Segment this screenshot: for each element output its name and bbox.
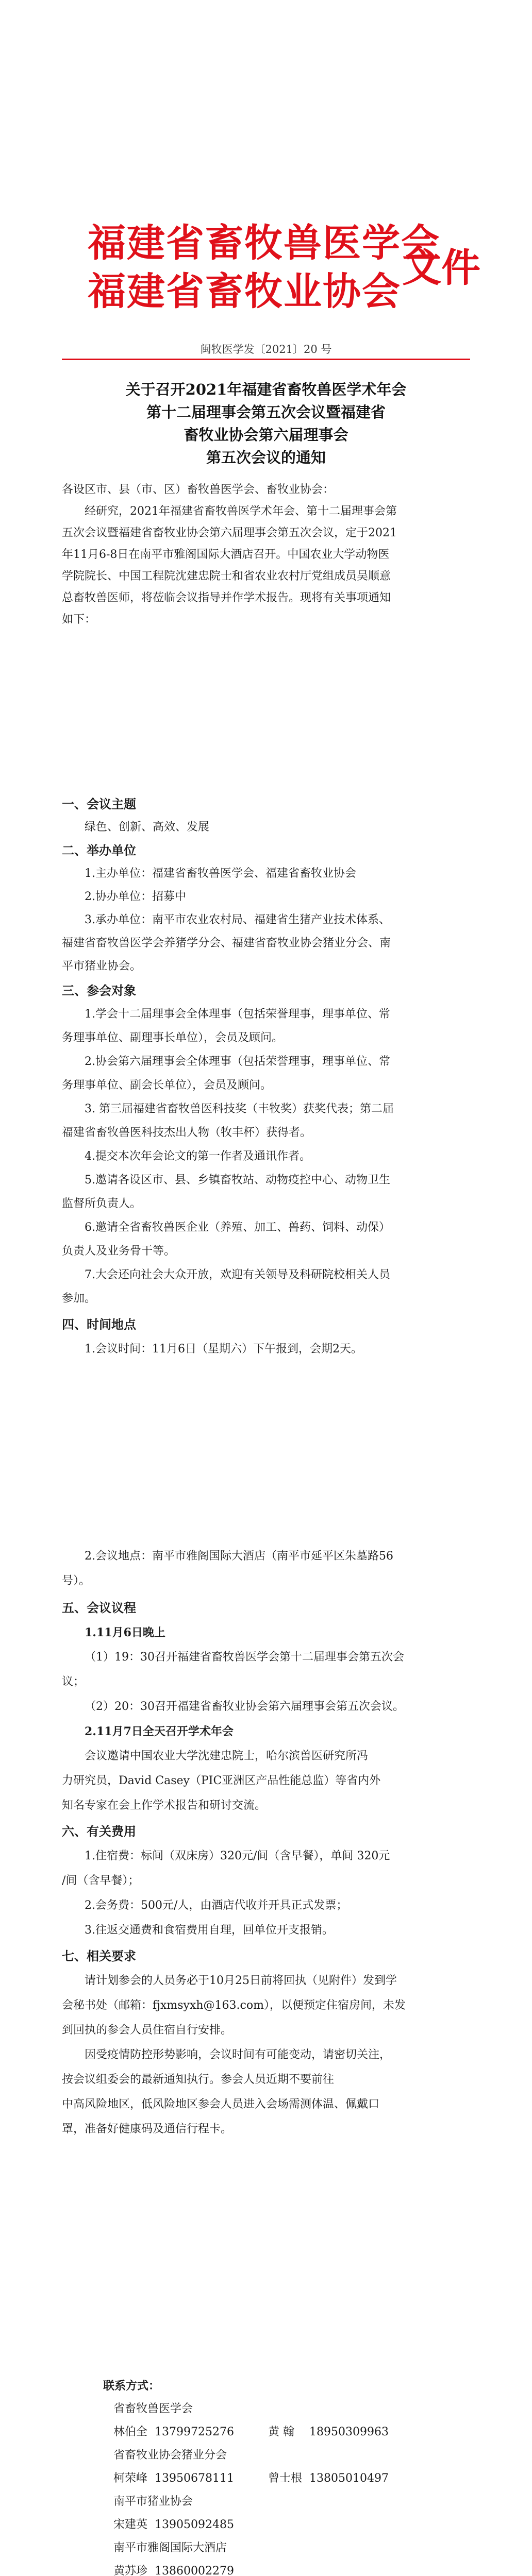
agenda-line: 会议邀请中国农业大学沈建忠院士，哈尔滨兽医研究所冯 [85,1750,369,1762]
intro-line: 学院院长、中国工程院沈建忠院士和省农业农村厅党组成员吴顺意 [62,570,391,583]
fee-line: 1.住宿费：标间（双床房）320元/间（含早餐），单间 320元 [85,1850,390,1862]
contact-phone: 13950678111 [155,2472,234,2485]
agenda-line: （2）20：30召开福建省畜牧业协会第六届理事会第五次会议。 [85,1700,404,1713]
section-heading-requirements: 七、相关要求 [62,1948,136,1963]
intro-line: 如下： [62,613,96,626]
contact-org: 省畜牧兽医学会 [113,2402,193,2415]
requirement-line: 罩，准备好健康码及通信行程卡。 [62,2123,232,2136]
doc-title-line-1: 关于召开2021年福建省畜牧兽医学术年会 [125,381,407,398]
attendee-line: 1.学会十二届理事会全体理事（包括荣誉理事，理事单位、常 [85,1008,390,1021]
requirement-line: 按会议组委会的最新通知执行。参会人员近期不要前往 [62,2073,335,2086]
contact-phone: 13805010497 [309,2472,389,2485]
agenda-line: 议； [62,1675,85,1688]
intro-line: 总畜牧兽医师，将莅临会议指导并作学术报告。现将有关事项通知 [62,591,391,604]
section-heading-fees: 六、有关费用 [62,1824,136,1839]
requirement-line: 中高风险地区，低风险地区参会人员进入会场需测体温、佩戴口 [62,2098,380,2111]
intro-line: 五次会议暨福建省畜牧业协会第六届理事会第五次会议，定于2021 [62,527,397,539]
header-org-1: 福建省畜牧兽医学会 [88,221,440,265]
header-org-2: 福建省畜牧业协会 [88,269,401,314]
salutation: 各设区市、县（市、区）畜牧兽医学会、畜牧业协会： [62,483,335,496]
attendee-line: 务理事单位、副理事长单位），会员及顾问。 [62,1031,284,1044]
section-heading-agenda: 五、会议议程 [62,1600,136,1615]
section-heading-organizers: 二、举办单位 [62,843,136,858]
intro-line: 经研究，2021年福建省畜牧兽医学术年会、第十二届理事会第 [85,505,397,518]
attendee-line: 5.邀请各设区市、县、乡镇畜牧站、动物疫控中心、动物卫生 [85,1174,390,1187]
contact-name: 柯荣峰 [113,2472,148,2485]
meeting-time: 1.会议时间：11月6日（星期六）下午报到，会期2天。 [85,1343,362,1355]
section-heading-attendees: 三、参会对象 [62,983,136,998]
section-heading-time-place: 四、时间地点 [62,1317,136,1332]
organizer-line: 3.承办单位：南平市农业农村局、福建省生猪产业技术体系、 [85,913,390,926]
contact-name: 曾士根 [268,2472,303,2485]
requirement-line: 因受疫情防控形势影响，会议时间有可能变动，请密切关注， [85,2048,391,2061]
contact-org: 南平市猪业协会 [113,2495,193,2508]
contact-org: 省畜牧业协会猪业分会 [113,2449,227,2462]
organizer-line: 平市猪业协会。 [62,960,142,973]
doc-title-line-2: 第十二届理事会第五次会议暨福建省 [146,403,386,421]
contact-org: 南平市雅阁国际大酒店 [113,2541,227,2554]
agenda-line: （1）19：30召开福建省畜牧兽医学会第十二届理事会第五次会 [85,1651,404,1664]
meeting-place-cont: 号）。 [62,1574,91,1587]
section-heading-theme: 一、会议主题 [62,796,136,811]
attendee-line: 3. 第三届福建省畜牧兽医科技奖（丰牧奖）获奖代表；第二届 [85,1103,394,1115]
fee-line: 3.往返交通费和食宿费用自理，回单位开支报销。 [85,1924,334,1937]
organizer-line: 福建省畜牧兽医学会养猪学分会、福建省畜牧业协会猪业分会、南 [62,937,391,950]
attendee-line: 监督所负责人。 [62,1197,142,1210]
doc-title-line-4: 第五次会议的通知 [206,449,326,466]
requirement-line: 请计划参会的人员务必于10月25日前将回执（见附件）发到学 [85,1974,397,1987]
section-text-theme: 绿色、创新、高效、发展 [85,821,210,834]
fee-line: 2.会务费：500元/人，由酒店代收并开具正式发票； [85,1899,348,1912]
requirement-line: 会秘书处（邮箱：fjxmsyxh@163.com），以便预定住宿房间，未发 [62,1999,406,2012]
contact-name: 黄苏珍 [113,2565,148,2576]
contact-phone: 13860002279 [155,2565,234,2576]
contact-phone: 13799725276 [155,2426,234,2438]
attendee-line: 福建省畜牧兽医科技杰出人物（牧丰杯）获得者。 [62,1126,312,1139]
attendee-line: 6.邀请全省畜牧兽医企业（养殖、加工、兽药、饲料、动保） [85,1221,390,1234]
contact-name: 宋建英 [113,2518,148,2531]
attendee-line: 4.提交本次年会论文的第一作者及通讯作者。 [85,1150,311,1163]
intro-line: 年11月6-8日在南平市雅阁国际大酒店召开。中国农业大学动物医 [62,548,390,561]
attendee-line: 务理事单位、副会长单位），会员及顾问。 [62,1079,272,1092]
doc-number: 闽牧医学发〔2021〕20 号 [200,343,332,355]
agenda-sub-heading-1: 1.11月6日晚上 [85,1626,165,1639]
contact-phone: 18950309963 [309,2426,389,2438]
fee-line: /间（含早餐）； [62,1874,140,1887]
contact-name: 林伯全 [113,2426,148,2438]
organizer-line: 1.主办单位：福建省畜牧兽医学会、福建省畜牧业协会 [85,867,356,880]
header-suffix: 文件 [402,245,480,291]
organizer-line: 2.协办单位：招募中 [85,890,186,903]
contact-phone: 13905092485 [155,2518,234,2531]
agenda-sub-heading-2: 2.11月7日全天召开学术年会 [85,1725,234,1738]
contact-name: 黄 翰 [268,2426,294,2438]
attendee-line: 2.协会第六届理事会全体理事（包括荣誉理事，理事单位、常 [85,1055,390,1068]
doc-title-line-3: 畜牧业协会第六届理事会 [184,426,348,444]
attendee-line: 负责人及业务骨干等。 [62,1245,176,1258]
agenda-line: 力研究员，David Casey（PIC亚洲区产品性能总监）等省内外 [62,1774,381,1787]
agenda-line: 知名专家在会上作学术报告和研讨交流。 [62,1799,267,1812]
attendee-line: 参加。 [62,1292,96,1305]
document-header [67,221,480,330]
meeting-place: 2.会议地点：南平市雅阁国际大酒店（南平市延平区朱墓路56 [85,1550,393,1563]
contacts-heading: 联系方式： [103,2379,160,2393]
header-red-line [62,359,470,360]
requirement-line: 到回执的参会人员住宿自行安排。 [62,2024,232,2037]
attendee-line: 7.大会还向社会大众开放，欢迎有关领导及科研院校相关人员 [85,1268,390,1281]
